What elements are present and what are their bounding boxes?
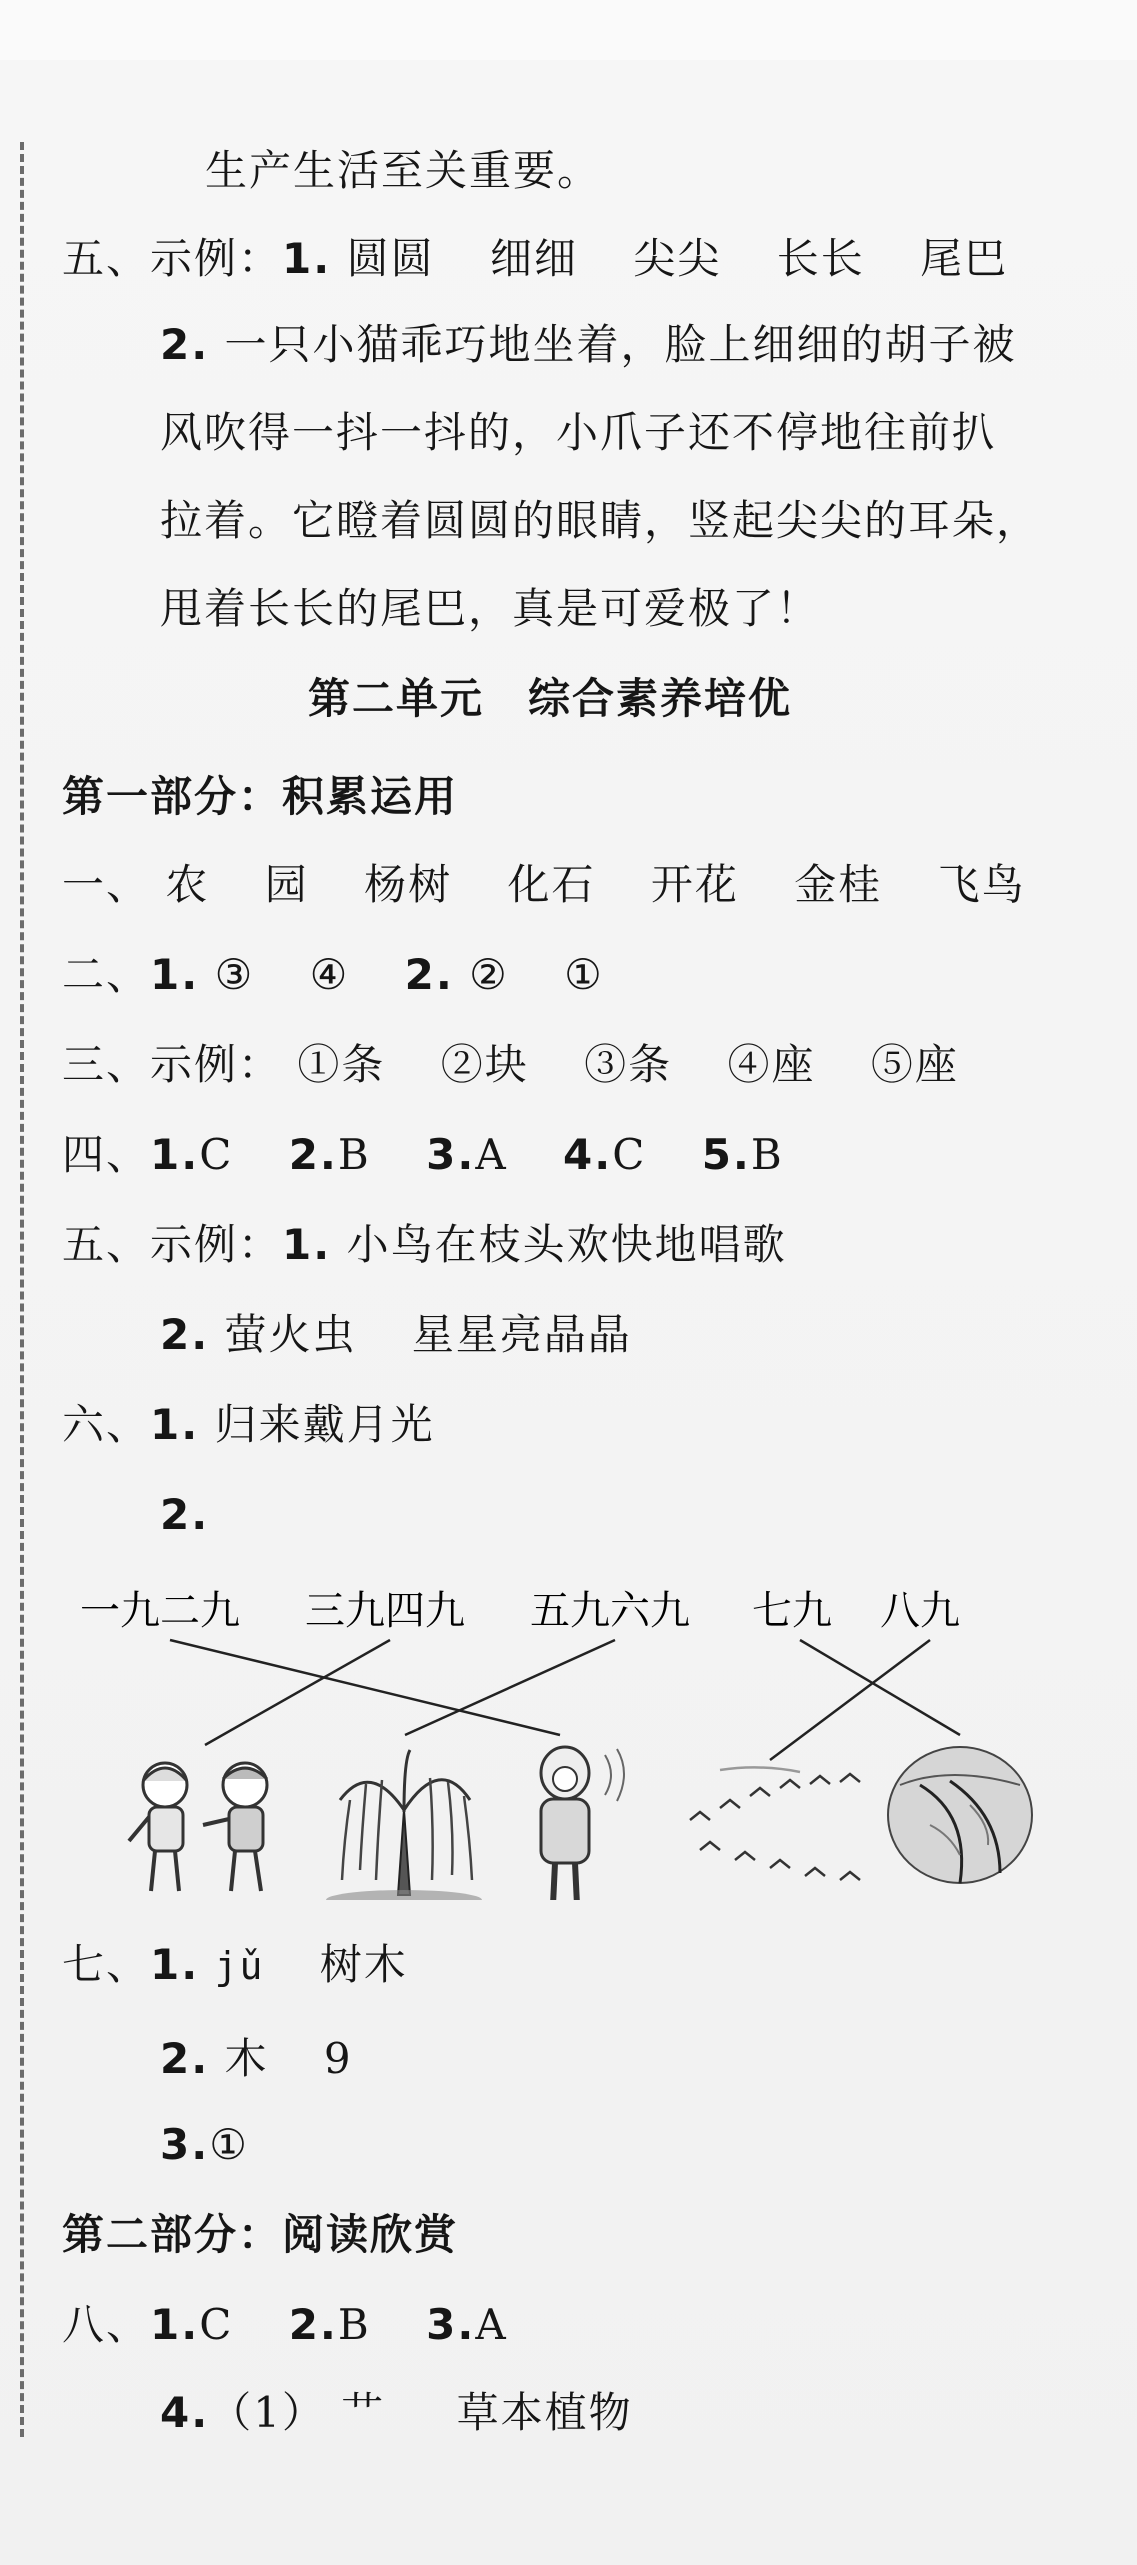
title-text: 第一部分：积累运用 [62, 772, 459, 821]
sub-item-number: （1） [209, 2388, 326, 2437]
matching-diagram [0, 1570, 1137, 1900]
item-number: 1. [150, 1130, 200, 1179]
item-number: 1. [282, 234, 332, 283]
item-number: 5. [701, 1130, 751, 1179]
text-line-3 [160, 312, 1017, 372]
answer-item: 星星亮晶晶 [411, 1310, 632, 1359]
item-number: 3. [426, 1130, 476, 1179]
question-prefix: 五、示例： [62, 1220, 283, 1269]
geese-flying-picture [690, 1767, 860, 1880]
answer-item: 草本植物 [456, 2388, 633, 2437]
cold-person-picture [541, 1747, 624, 1900]
question-1-line [62, 852, 1026, 912]
diagram-label: 五九六九 [530, 1588, 690, 1634]
question-prefix: 六、 [62, 1400, 151, 1449]
answer-item: 木 [224, 2034, 269, 2083]
title-text: 第二单元 综合素养培优 [308, 674, 793, 723]
item-number: 1. [150, 1400, 200, 1449]
answer-item: ① [564, 950, 604, 999]
river-thaw-picture [888, 1747, 1032, 1883]
answer-item: A [475, 2300, 508, 2349]
question-prefix: 四、 [62, 1130, 151, 1179]
item-number: 2. [288, 2300, 338, 2349]
answer-item: 艹 [341, 2388, 386, 2437]
answer-item: ①条 [297, 1040, 386, 1089]
question-7-line-3 [160, 2120, 249, 2169]
answer-item: 尾巴 [920, 234, 1009, 283]
question-prefix: 三、示例： [62, 1040, 283, 1089]
pinyin-text: jǔ [214, 1944, 265, 1988]
item-number: 1. [150, 950, 200, 999]
answer-item: 化石 [507, 860, 596, 909]
answer-item: 细细 [489, 234, 578, 283]
season-labels [80, 1588, 960, 1634]
answer-item: 归来戴月光 [214, 1400, 435, 1449]
answer-item: B [337, 1130, 371, 1179]
answer-item: ② [469, 950, 509, 999]
question-6-line-2 [160, 1490, 209, 1539]
answer-item: ① [209, 2120, 249, 2169]
question-prefix: 二、 [62, 950, 151, 999]
item-number: 2. [160, 320, 210, 369]
question-5b-line-2 [160, 1302, 632, 1362]
answer-item: 圆圆 [346, 234, 435, 283]
top-margin [0, 0, 1137, 60]
question-prefix: 一、 [62, 860, 151, 909]
answer-item: C [612, 1130, 647, 1179]
text-content: 一只小猫乖巧地坐着，脸上细细的胡子被 [224, 320, 1017, 369]
question-6-line [62, 1392, 435, 1452]
answer-item: ②块 [440, 1040, 529, 1089]
text-content: 拉着。它瞪着圆圆的眼睛，竖起尖尖的耳朵， [160, 496, 1041, 545]
title-text: 第二部分：阅读欣赏 [62, 2210, 459, 2259]
question-3-line [62, 1032, 959, 1092]
item-number: 1. [282, 1220, 332, 1269]
question-5b-line [62, 1212, 787, 1272]
answer-item: 金桂 [794, 860, 883, 909]
text-line-4 [160, 400, 996, 460]
diagram-label: 八九 [880, 1588, 960, 1634]
part-1-title [62, 764, 458, 824]
question-7-line [62, 1932, 408, 1992]
question-prefix: 八、 [62, 2300, 151, 2349]
diagram-label: 七九 [752, 1588, 832, 1634]
answer-item: 飞鸟 [937, 860, 1026, 909]
answer-item: 开花 [650, 860, 739, 909]
item-number: 3. [160, 2120, 210, 2169]
cut-line [20, 142, 24, 2437]
answer-item: 树木 [319, 1940, 408, 1989]
answer-item: ③条 [584, 1040, 673, 1089]
text-content: 风吹得一抖一抖的，小爪子还不停地往前扒 [160, 408, 997, 457]
answer-item: 园 [264, 860, 309, 909]
answer-item: ③ [214, 950, 255, 999]
item-number: 2. [160, 1310, 210, 1359]
item-number: 4. [563, 1130, 613, 1179]
willow-tree-picture [326, 1750, 482, 1900]
text-line-5 [160, 488, 1040, 548]
connector-line [405, 1640, 615, 1735]
question-5-line [62, 226, 1008, 286]
answer-item: C [199, 1130, 234, 1179]
answer-item: 9 [323, 2034, 353, 2083]
item-number: 2. [160, 1490, 210, 1539]
item-number: 3. [426, 2300, 476, 2349]
question-8-line [62, 2292, 508, 2352]
item-number: 1. [150, 1940, 200, 1989]
text-content: 生产生活至关重要。 [205, 146, 602, 195]
children-playing-picture [129, 1763, 267, 1891]
item-number: 4. [160, 2388, 210, 2437]
answer-item: 尖尖 [633, 234, 722, 283]
text-content: 甩着长长的尾巴，真是可爱极了！ [160, 584, 821, 633]
question-8-line-2 [160, 2380, 633, 2440]
diagram-label: 一九二九 [80, 1588, 240, 1634]
item-number: 1. [150, 2300, 200, 2349]
answer-item: 萤火虫 [224, 1310, 357, 1359]
connector-line [770, 1640, 930, 1760]
answer-item: 农 [165, 860, 210, 909]
text-line-6 [160, 576, 820, 636]
unit-title [308, 666, 792, 726]
answer-item: B [750, 1130, 784, 1179]
answer-item: 长长 [776, 234, 865, 283]
answer-item: 杨树 [364, 860, 453, 909]
answer-item: ④座 [727, 1040, 816, 1089]
question-prefix: 七、 [62, 1940, 151, 1989]
item-number: 2. [288, 1130, 338, 1179]
part-2-title [62, 2202, 458, 2262]
answer-item: ⑤座 [870, 1040, 959, 1089]
answer-item: C [199, 2300, 234, 2349]
answer-item: ④ [309, 950, 350, 999]
item-number: 2. [404, 950, 454, 999]
answer-item: B [337, 2300, 371, 2349]
answer-item: A [475, 1130, 508, 1179]
question-4-line [62, 1122, 784, 1182]
item-number: 2. [160, 2034, 210, 2083]
question-prefix: 五、示例： [62, 234, 283, 283]
question-2-line [62, 942, 604, 1002]
diagram-label: 三九四九 [305, 1588, 465, 1634]
connection-lines [170, 1640, 960, 1760]
answer-item: 小鸟在枝头欢快地唱歌 [346, 1220, 787, 1269]
text-line-1 [205, 138, 601, 198]
question-7-line-2 [160, 2026, 353, 2086]
